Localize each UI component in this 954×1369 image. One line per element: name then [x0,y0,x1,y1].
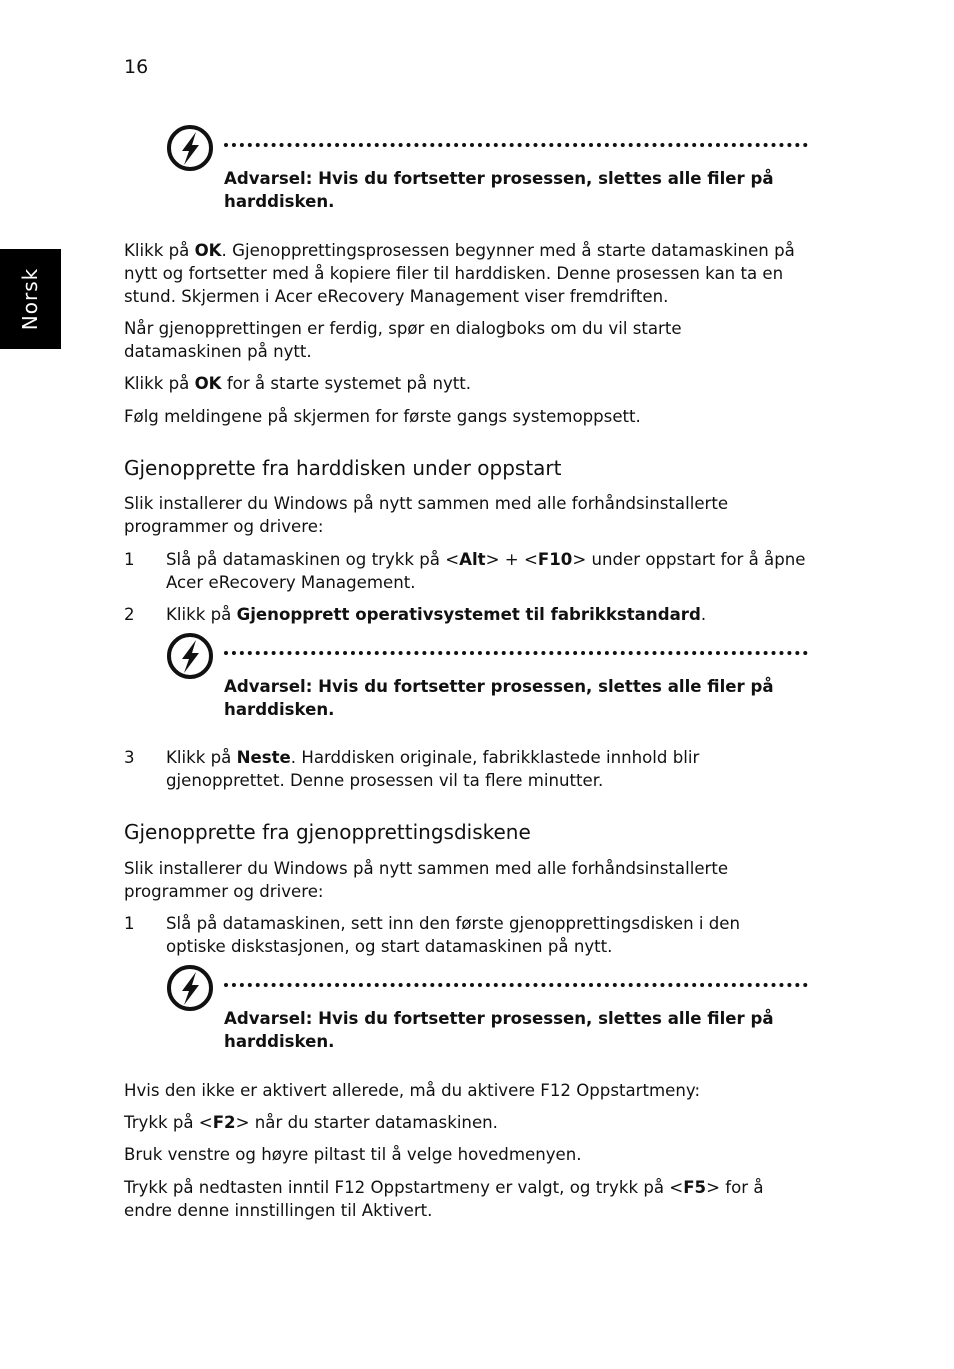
paragraph: Klikk på OK. Gjenopprettingsprosessen begynner med å starte datamaskinen på nytt og fortsetter med å kopiere filer til harddisken. Denne prosessen kan ta en stund. Skjermen i Acer eRecovery Management viser fremdriften. [124,241,795,306]
step-text: Klikk på Neste. Harddisken originale, fabrikklastede innhold blir gjenopprettet. Denne prosessen vil ta flere minutter. [166,748,700,790]
paragraph: Trykk på <F2> når du starter datamaskinen. [124,1113,498,1132]
warning-divider [224,143,808,147]
language-tab-label: Norsk [18,267,43,331]
step-text: Slå på datamaskinen, sett inn den første gjenopprettingsdisken i den optiske diskstasjonen, og start datamaskinen på nytt. [166,914,740,956]
section-heading: Gjenopprette fra harddisken under oppstart [124,456,562,480]
warning-text: Advarsel: Hvis du fortsetter prosessen, slettes alle filer på harddisken. [224,677,774,719]
paragraph: Slik installerer du Windows på nytt sammen med alle forhåndsinstallerte programmer og drivere: [124,859,729,901]
ok-key: OK [194,241,222,260]
paragraph: Klikk på OK for å starte systemet på nytt. [124,374,472,393]
paragraph: Bruk venstre og høyre piltast til å velge hovedmenyen. [124,1145,582,1164]
paragraph: Hvis den ikke er aktivert allerede, må du aktivere F12 Oppstartmeny: [124,1081,701,1100]
paragraph: Når gjenopprettingen er ferdig, spør en dialogboks om du vil starte datamaskinen på nytt. [124,319,682,361]
warning-lightning-icon [166,964,214,1012]
step-number: 3 [124,748,135,767]
warning-text: Advarsel: Hvis du fortsetter prosessen, slettes alle filer på harddisken. [224,169,774,211]
language-tab [0,249,61,349]
warning-box [166,124,816,214]
step-text: Klikk på Gjenopprett operativsystemet til fabrikkstandard. [166,605,707,624]
paragraph: Trykk på nedtasten inntil F12 Oppstartmeny er valgt, og trykk på <F5> for å endre denne innstillingen til Aktivert. [124,1178,764,1220]
step-text: Slå på datamaskinen og trykk på <Alt> + <F10> under oppstart for å åpne Acer eRecovery Management. [166,550,806,592]
step-number: 1 [124,550,135,569]
step-number: 2 [124,605,135,624]
warning-box [166,964,816,1054]
section-heading: Gjenopprette fra gjenopprettingsdiskene [124,820,531,844]
warning-divider [224,651,808,655]
step-number: 1 [124,914,135,933]
paragraph: Følg meldingene på skjermen for første gangs systemoppsett. [124,407,641,426]
warning-divider [224,983,808,987]
warning-lightning-icon [166,124,214,172]
warning-box [166,632,816,722]
warning-lightning-icon [166,632,214,680]
paragraph: Slik installerer du Windows på nytt sammen med alle forhåndsinstallerte programmer og drivere: [124,494,729,536]
page-number: 16 [124,56,149,78]
ok-key: OK [194,374,222,393]
warning-text: Advarsel: Hvis du fortsetter prosessen, slettes alle filer på harddisken. [224,1009,774,1051]
